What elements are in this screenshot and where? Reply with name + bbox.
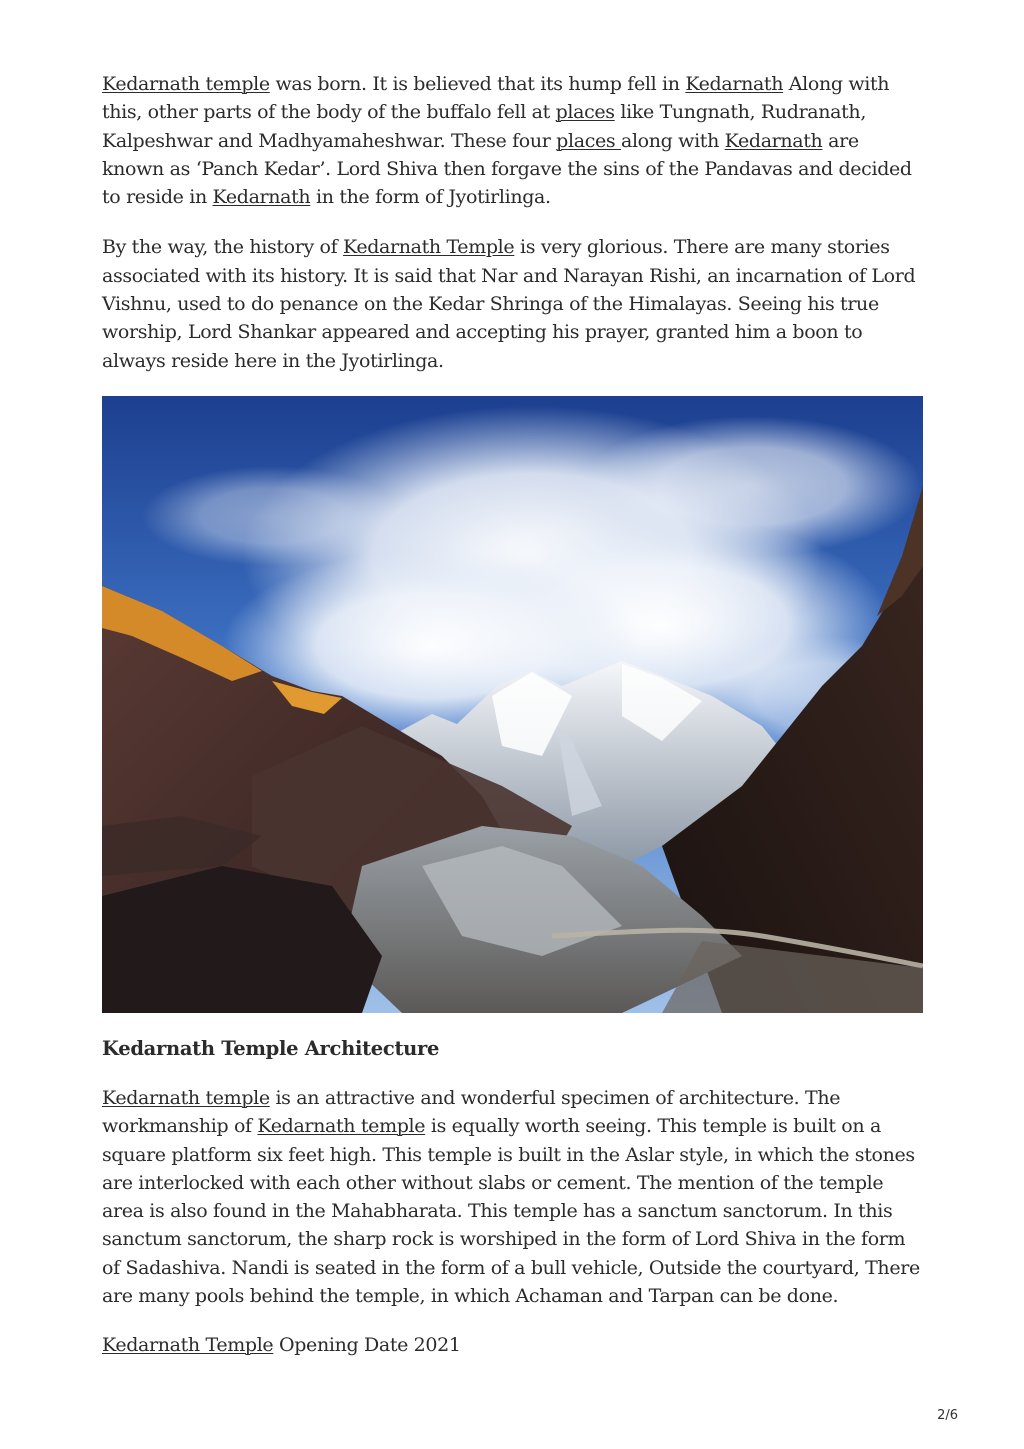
section-heading: Kedarnath Temple Architecture [102,1036,440,1060]
text: was born. It is believed that its hump fell in [269,73,686,95]
text: along with [620,129,725,152]
paragraph-architecture [102,1084,924,1310]
link-kedarnath-temple[interactable]: Kedarnath temple [257,1115,426,1138]
link-kedarnath[interactable]: Kedarnath [212,186,311,209]
text: is very glorious. There are many stories associated with its history. It is said that Nar and Narayan Rishi, an incarnation of Lord Vishnu, used to do penance on the Kedar Shringa of the Himalayas. Seeing his true worship, Lord Shankar appeared and accepting his prayer, granted him a boon to always reside here in the Jyotirlinga. [102,236,916,372]
text: is an attractive and wonderful specimen of architecture. The workmanship of [102,1086,841,1138]
paragraph-history [102,233,924,374]
mountain-valley-photo [102,396,923,1013]
text: in the form of Jyotirlinga. [310,186,551,209]
text: are known as ‘Panch Kedar’. Lord Shiva then forgave the sins of the Pandavas and decided to reside in [102,129,912,209]
text: By the way, the history of [102,236,343,259]
text: Opening Date 2021 [273,1334,461,1357]
link-places[interactable]: places [555,101,615,124]
document-page [102,70,924,1360]
link-kedarnath-temple[interactable]: Kedarnath temple [102,1086,270,1109]
text: like Tungnath, Rudranath, Kalpeshwar and Madhyamaheshwar. These four [102,101,867,152]
link-places[interactable]: places [556,129,621,152]
link-kedarnath[interactable]: Kedarnath [685,73,784,95]
paragraph-panch-kedar [102,70,924,211]
link-kedarnath-temple[interactable]: Kedarnath Temple [102,1334,274,1357]
text: Along with this, other parts of the body of the buffalo fell at [102,73,890,124]
link-kedarnath[interactable]: Kedarnath [724,129,823,152]
opening-date-line [102,1331,924,1359]
text: is equally worth seeing. This temple is built on a square platform six feet high. This temple is built in the Aslar style, in which the stones are interlocked with each other without slabs or cement. The mention of the temple area is also found in the Mahabharata. This temple has a sanctum sanctorum. In this sanctum sanctorum, the sharp rock is worshiped in the form of Lord Shiva in the form of Sadashiva. Nandi is seated in the form of a bull vehicle, Outside the courtyard, There are many pools behind the temple, in which Achaman and Tarpan can be done. [102,1115,920,1308]
link-kedarnath-temple[interactable]: Kedarnath temple [102,73,270,95]
page-number: 2/6 [937,1408,958,1423]
link-kedarnath-temple[interactable]: Kedarnath Temple [342,236,515,259]
